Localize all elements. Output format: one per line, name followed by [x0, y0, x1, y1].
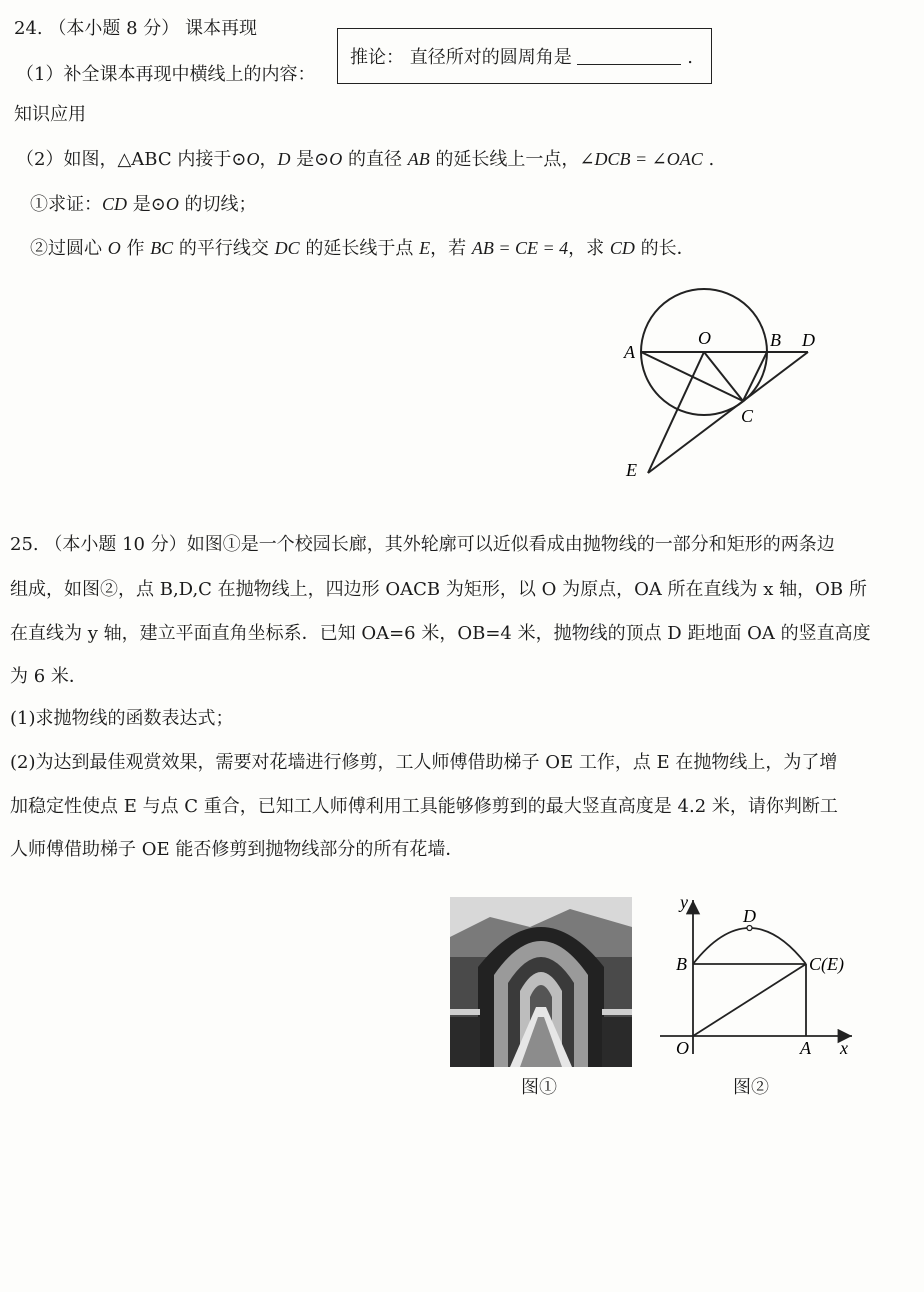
text-seg: 的平行线交 [173, 238, 275, 259]
textbook-box [337, 28, 712, 84]
var-BC: BC [150, 238, 174, 258]
q25-coordinate-figure [650, 892, 870, 1067]
line-DE [648, 352, 808, 473]
text-seg: . [702, 149, 715, 170]
text-seg: 作 [120, 238, 151, 259]
label-x: x [840, 1038, 848, 1058]
text-seg: 的延长线于点 [299, 238, 420, 259]
text-seg: ，若 [430, 238, 472, 259]
label-O: O [676, 1038, 689, 1058]
text-seg: 是⊙ [127, 194, 166, 215]
label-A: A [800, 1038, 811, 1058]
q25-line3: 在直线为 y 轴，建立平面直角坐标系．已知 OA=6 米，OB=4 米，抛物线的顶点 D 距地面 OA 的竖直高度 [10, 623, 871, 644]
text-seg: 是⊙ [290, 149, 330, 170]
var-CD: CD [102, 194, 128, 214]
q24-circle-figure [610, 280, 840, 490]
corridor-drawing [450, 897, 632, 1067]
q24-sub1 [30, 191, 257, 218]
parabola-arc [693, 928, 806, 964]
var-O: O [246, 149, 260, 169]
segment-BC [743, 352, 767, 401]
angle-eq: ∠DCB = ∠OAC [579, 149, 703, 169]
text-seg: ②过圆心 [30, 238, 108, 259]
q24-header: 24. （本小题 8 分） 课本再现 [14, 18, 257, 39]
q25-part1: (1)求抛物线的函数表达式； [10, 708, 234, 729]
segment-OC [704, 352, 743, 401]
fig2-caption: 图② [733, 1077, 769, 1098]
text-seg: 的长． [634, 238, 695, 259]
label-D: D [802, 330, 815, 350]
label-B: B [676, 954, 687, 974]
text-seg: ①求证： [30, 194, 102, 215]
label-D: D [743, 906, 756, 926]
label-C: C [741, 406, 754, 426]
box-end: . [687, 47, 693, 68]
label-C-E: C(E) [809, 954, 844, 974]
q25-part2-l1: (2)为达到最佳观赏效果，需要对花墙进行修剪，工人师傅借助梯子 OE 工作，点 E 在抛物线上，为了增 [10, 752, 838, 773]
label-E: E [626, 460, 637, 480]
var-D: D [277, 149, 291, 169]
var-AB: AB [407, 149, 430, 169]
var-E: E [419, 238, 431, 258]
section-title: 知识应用 [14, 104, 86, 125]
box-text: 推论： 直径所对的圆周角是 [350, 47, 572, 68]
var-O: O [165, 194, 179, 214]
text-seg: （2）如图，△ABC 内接于⊙ [16, 149, 247, 170]
var-CD: CD [609, 238, 635, 258]
fig1-caption: 图① [521, 1077, 557, 1098]
var-O: O [329, 149, 343, 169]
equation: AB = CE = 4 [471, 238, 569, 258]
vertex-D-point [747, 926, 752, 931]
label-y: y [680, 892, 688, 912]
q25-part2-l3: 人师傅借助梯子 OE 能否修剪到抛物线部分的所有花墙． [10, 839, 464, 860]
q24-part1: （1）补全课本再现中横线上的内容： [16, 64, 316, 85]
q24-part2 [16, 146, 714, 173]
text-seg: 的延长线上一点， [429, 149, 580, 170]
q25-line2: 组成，如图②，点 B,D,C 在抛物线上，四边形 OACB 为矩形，以 O 为原点，OA 所在直线为 x 轴，OB 所 [10, 579, 867, 600]
segment-OE [648, 352, 704, 473]
var-O: O [107, 238, 121, 258]
q25-line4: 为 6 米． [10, 666, 87, 687]
label-B: B [770, 330, 781, 350]
fill-blank[interactable] [577, 46, 681, 65]
var-DC: DC [274, 238, 300, 258]
q25-part2-l2: 加稳定性使点 E 与点 C 重合，已知工人师傅利用工具能够修剪到的最大竖直高度是 4.2 米，请你判断工 [10, 796, 838, 817]
ladder-OE [693, 964, 806, 1036]
q25-line1: 25. （本小题 10 分）如图①是一个校园长廊，其外轮廓可以近似看成由抛物线的一部分和矩形的两条边 [10, 534, 835, 555]
text-seg: ，求 [568, 238, 610, 259]
text-seg: ， [259, 149, 278, 170]
q24-sub2 [30, 235, 695, 262]
label-O: O [698, 328, 711, 348]
label-A: A [624, 342, 635, 362]
corridor-photo [450, 897, 632, 1067]
text-seg: 的直径 [342, 149, 408, 170]
text-seg: 的切线； [178, 194, 257, 215]
